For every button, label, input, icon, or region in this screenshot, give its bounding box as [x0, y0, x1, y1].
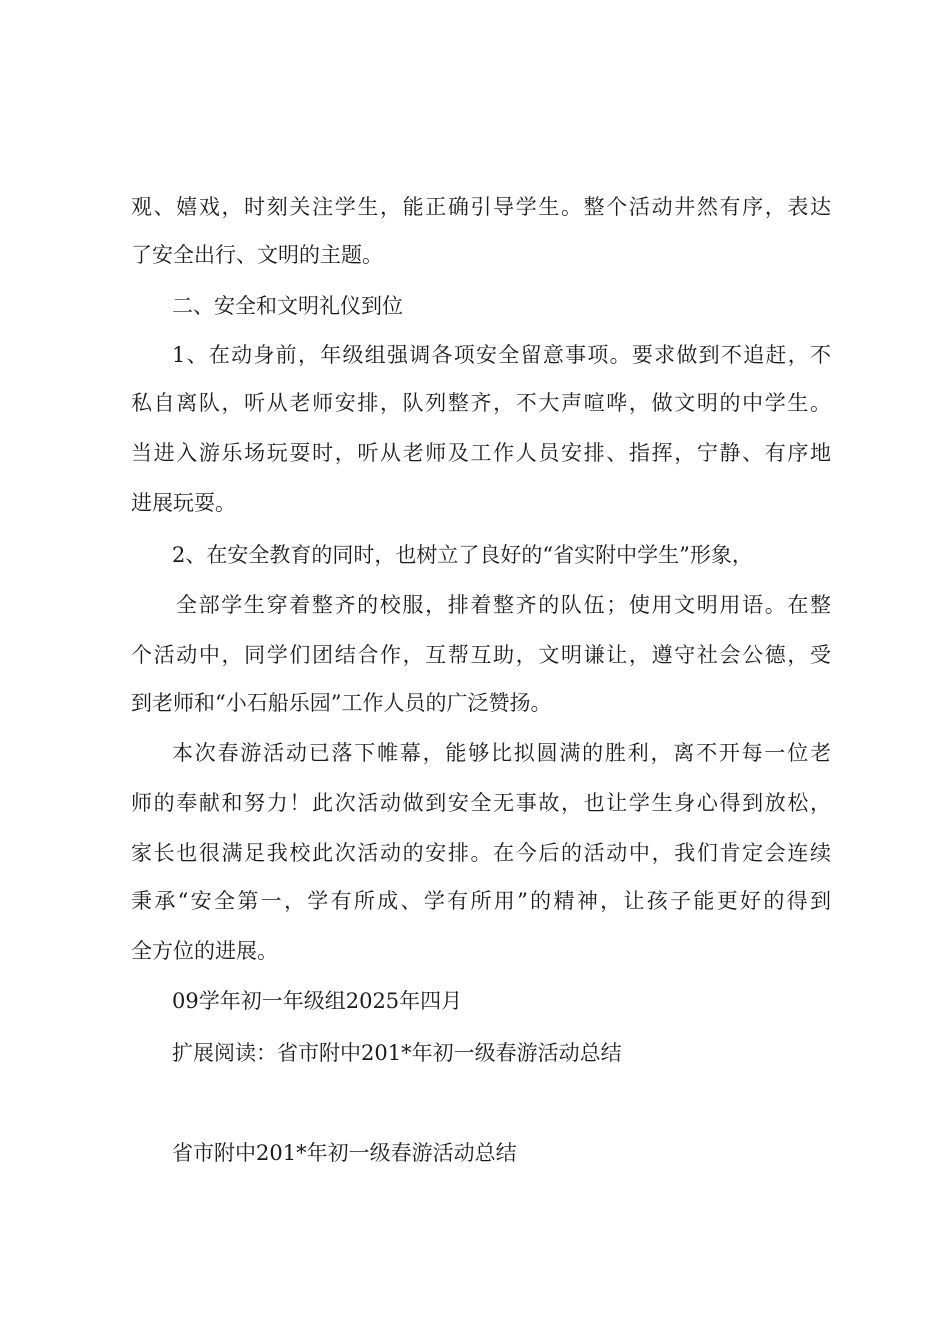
- paragraph-line: 秉承“安全第一，学有所成、学有所用”的精神，让孩子能更好的得到: [131, 889, 831, 913]
- paragraph-line: 私自离队，听从老师安排，队列整齐，不大声喧哗，做文明的中学生。: [131, 391, 831, 415]
- paragraph-line: 全方位的进展。: [131, 939, 278, 963]
- paragraph-line: 家长也很满足我校此次活动的安排。在今后的活动中，我们肯定会连续: [131, 841, 831, 865]
- paragraph-line: 当进入游乐场玩耍时，听从老师及工作人员安排、指挥，宁静、有序地: [131, 441, 831, 465]
- document-title: 省市附中201*年初一级春游活动总结: [172, 1141, 517, 1165]
- paragraph-line: 师的奉献和努力！此次活动做到安全无事故，也让学生身心得到放松，: [131, 791, 831, 815]
- paragraph-line: 1、在动身前，年级组强调各项安全留意事项。要求做到不追赶，不: [172, 343, 831, 367]
- extended-reading-line: 扩展阅读：省市附中201*年初一级春游活动总结: [172, 1041, 622, 1065]
- paragraph-line: 2、在安全教育的同时，也树立了良好的“省实附中学生”形象，: [172, 543, 753, 567]
- paragraph-line: 进展玩耍。: [131, 491, 236, 515]
- section-heading: 二、安全和文明礼仪到位: [172, 294, 403, 318]
- paragraph-line: 全部学生穿着整齐的校服，排着整齐的队伍；使用文明用语。在整: [176, 593, 831, 617]
- paragraph-line: 了安全出行、文明的主题。: [131, 243, 383, 267]
- paragraph-line: 个活动中，同学们团结合作，互帮互助，文明谦让，遵守社会公德，受: [131, 643, 831, 667]
- paragraph-line: 观、嬉戏，时刻关注学生，能正确引导学生。整个活动井然有序，表达: [131, 195, 831, 219]
- signature-date: 09学年初一年级组2025年四月: [172, 989, 463, 1013]
- paragraph-line: 本次春游活动已落下帷幕，能够比拟圆满的胜利，离不开每一位老: [172, 741, 831, 765]
- paragraph-line: 到老师和“小石船乐园”工作人员的广泛赞扬。: [131, 691, 552, 715]
